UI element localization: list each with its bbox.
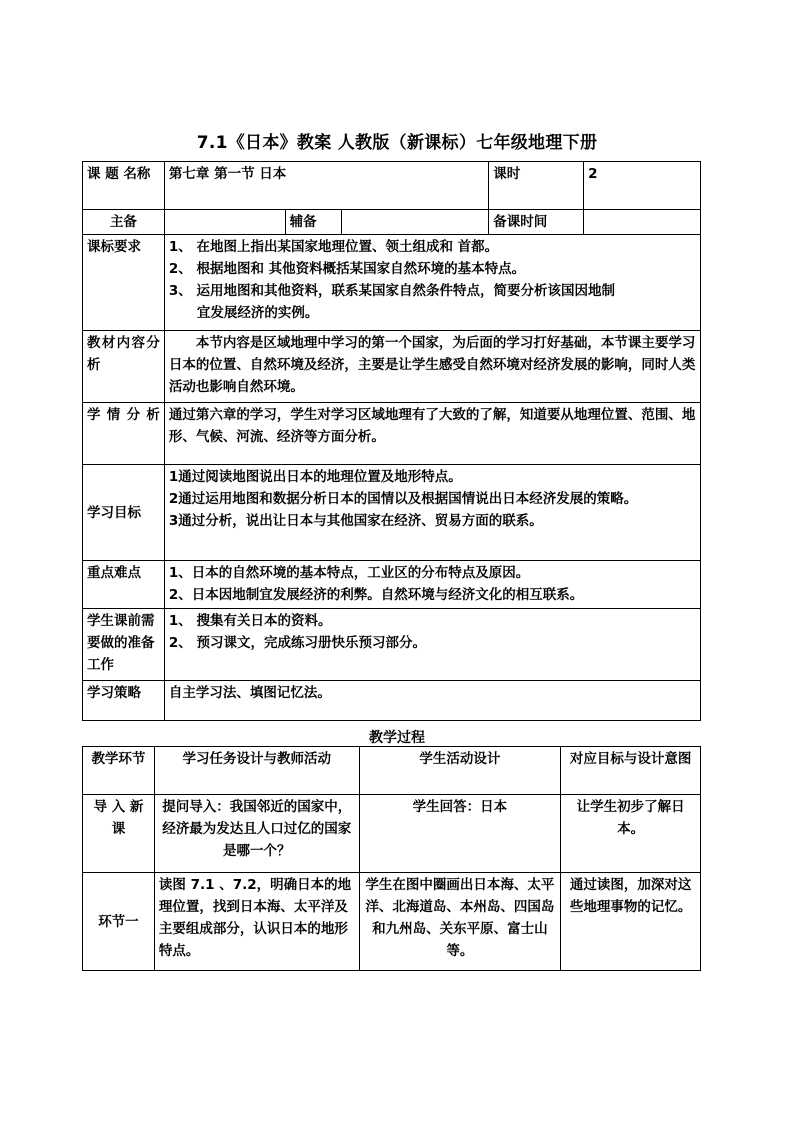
teacher-activity-cell: 读图 7.1 、7.2，明确日本的地理位置，找到日本海、太平洋及主要组成部分，认识日本的地形特点。: [154, 873, 359, 971]
goal-item: 1通过阅读地图说出日本的地理位置及地形特点。: [168, 469, 462, 485]
assist-preparer-label: 辅备: [285, 210, 341, 235]
strategy-content: 自主学习法、填图记忆法。: [164, 681, 700, 721]
goal-item: 3通过分析，说出让日本与其他国家在经济、贸易方面的联系。: [168, 513, 543, 529]
key-points-label: 重点难点: [83, 561, 165, 609]
table-row: [83, 795, 701, 873]
header-student-activity: 学生活动设计: [359, 747, 561, 795]
main-preparer-label: 主备: [83, 210, 165, 235]
teacher-activity-cell: 提问导入：我国邻近的国家中，经济最为发达且人口过亿的国家是哪一个？: [154, 795, 359, 873]
student-activity-cell: 学生在图中圈画出日本海、太平洋、北海道岛、本州岛、四国岛和九州岛、关东平原、富士山等。: [359, 873, 561, 971]
table-row: [83, 873, 701, 971]
stage-cell: 导 入 新课: [83, 795, 155, 873]
hours-value: 2: [584, 162, 701, 210]
lesson-info-table: [82, 161, 701, 721]
curriculum-item: 宜发展经济的实例。: [196, 305, 319, 321]
goals-label: 学习目标: [83, 465, 165, 561]
prep-item: 2、 预习课文，完成练习册快乐预习部分。: [168, 635, 426, 651]
hours-label: 课时: [489, 162, 584, 210]
student-analysis-label: 学情分析: [83, 403, 165, 465]
goal-cell: 通过读图，加深对这些地理事物的记忆。: [561, 873, 701, 971]
curriculum-content: [164, 235, 700, 331]
textbook-label: 教材内容分析: [83, 331, 165, 403]
document-title: 7.1《日本》教案 人教版（新课标）七年级地理下册: [196, 133, 598, 153]
goal-cell: 让学生初步了解日本。: [561, 795, 701, 873]
header-teacher-activity: 学习任务设计与教师活动: [154, 747, 359, 795]
header-stage: 教学环节: [83, 747, 155, 795]
key-point-item: 2、日本因地制宜发展经济的利弊。自然环境与经济文化的相互联系。: [168, 587, 584, 603]
assist-preparer-value: [341, 210, 489, 235]
prep-item: 1、 搜集有关日本的资料。: [168, 613, 332, 629]
goals-content: [164, 465, 700, 561]
topic-label: 课 题 名称: [83, 162, 165, 210]
goal-item: 2通过运用地图和数据分析日本的国情以及根据国情说出日本经济发展的策略。: [168, 491, 638, 507]
prep-content: [164, 609, 700, 681]
stage-cell: 环节一: [83, 873, 155, 971]
strategy-label: 学习策略: [83, 681, 165, 721]
header-goal: 对应目标与设计意图: [561, 747, 701, 795]
prep-label: 学生课前需要做的准备工作: [83, 609, 165, 681]
key-point-item: 1、日本的自然环境的基本特点，工业区的分布特点及原因。: [168, 565, 530, 581]
teaching-process-table: [82, 746, 701, 971]
prep-time-value: [584, 210, 701, 235]
topic-value: 第七章 第一节 日本: [164, 162, 488, 210]
curriculum-item: 1、 在地图上指出某国家地理位置、领土组成和 首都。: [168, 239, 499, 255]
key-points-content: [164, 561, 700, 609]
curriculum-item: 3、 运用地图和其他资料，联系某国家自然条件特点，简要分析该国因地制: [168, 283, 615, 299]
student-analysis-content: 通过第六章的学习，学生对学习区域地理有了大致的了解，知道要从地理位置、范围、地形、气候、河流、经济等方面分析。: [164, 403, 700, 465]
textbook-content: 本节内容是区域地理中学习的第一个国家，为后面的学习打好基础，本节课主要学习日本的位置、自然环境及经济，主要是让学生感受自然环境对经济发展的影响，同时人类活动也影响自然环境。: [164, 331, 700, 403]
process-heading: 教学过程: [369, 730, 425, 746]
main-preparer-value: [164, 210, 285, 235]
student-activity-cell: 学生回答：日本: [359, 795, 561, 873]
prep-time-label: 备课时间: [489, 210, 584, 235]
curriculum-label: 课标要求: [83, 235, 165, 331]
curriculum-item: 2、 根据地图和 其他资料概括某国家自然环境的基本特点。: [168, 261, 526, 277]
